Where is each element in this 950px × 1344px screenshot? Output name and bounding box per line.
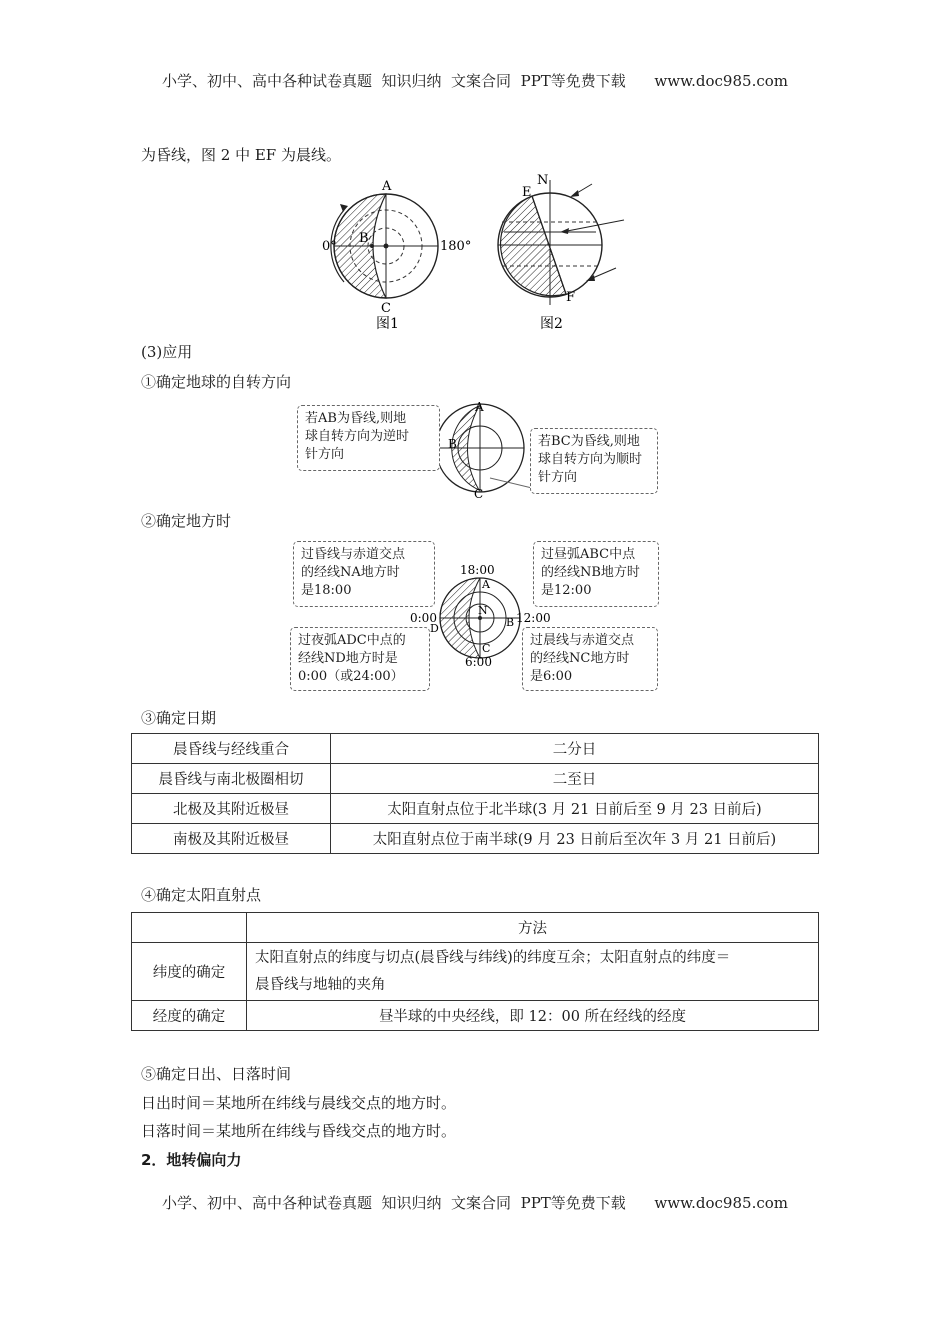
item3-title: ③确定日期 <box>141 709 217 727</box>
fig2-label-f: F <box>566 290 576 305</box>
page-footer: 小学、初中、高中各种试卷真题 知识归纳 文案合同 PPT等免费下载 www.doc985.com <box>161 1194 788 1212</box>
intro-line: 为昏线，图 2 中 EF 为晨线。 <box>141 146 341 164</box>
local-time-box-bl <box>290 627 430 691</box>
local-time-box-tr <box>533 541 659 607</box>
table-row: 方法 <box>132 913 819 943</box>
local-time-box-tl <box>293 541 435 607</box>
sunrise-line: 日出时间＝某地所在纬线与晨线交点的地方时。 <box>141 1094 457 1112</box>
table-row: 晨昏线与南北极圈相切 二至日 <box>132 764 819 794</box>
rot-label-c: C <box>474 487 484 501</box>
fig1-caption: 图1 <box>376 316 399 332</box>
table-row: 北极及其附近极昼 太阳直射点位于北半球(3 月 21 日前后至 9 月 23 日前后) <box>132 794 819 824</box>
box-line: 的经线NB地方时 <box>541 565 640 580</box>
figures-1-2 <box>310 170 640 335</box>
item5-title: ⑤确定日出、日落时间 <box>141 1065 292 1083</box>
box-line: 球自转方向为逆时 <box>305 429 410 444</box>
box-line: 是6:00 <box>530 669 573 684</box>
box-line: 过夜弧ADC中点的 <box>298 633 406 648</box>
rotation-box-right <box>530 428 658 494</box>
pole-dot <box>384 244 389 249</box>
time-6: 6:00 <box>465 655 492 669</box>
lt-label-d: D <box>430 622 439 635</box>
box-line: 0:00（或24:00） <box>298 669 404 684</box>
fig2-label-e: E <box>522 185 532 200</box>
box-line: 若BC为昏线,则地 <box>538 434 640 449</box>
date-table <box>131 733 819 854</box>
time-0: 0:00 <box>410 611 437 625</box>
item4-title: ④确定太阳直射点 <box>141 886 262 904</box>
box-line: 过昏线与赤道交点 <box>301 547 406 562</box>
fig2-caption: 图2 <box>540 316 563 332</box>
fig1-label-b: B <box>359 231 369 246</box>
time-18: 18:00 <box>460 563 495 577</box>
subsolar-table <box>131 912 819 1031</box>
local-time-box-br <box>522 627 658 691</box>
time-12: 12:00 <box>516 611 551 625</box>
figure-2 <box>498 173 624 332</box>
lt-label-c: C <box>482 642 491 655</box>
table-row: 经度的确定 昼半球的中央经线，即 12：00 所在经线的经度 <box>132 1001 819 1031</box>
section-apply: (3)应用 <box>141 343 193 361</box>
rot-label-a: A <box>475 400 484 414</box>
rot-label-b: B <box>448 437 457 451</box>
sunset-line: 日落时间＝某地所在纬线与昏线交点的地方时。 <box>141 1122 457 1140</box>
table-row: 晨昏线与经线重合 二分日 <box>132 734 819 764</box>
table-row: 纬度的确定 太阳直射点的纬度与切点(晨昏线与纬线)的纬度互余；太阳直射点的纬度＝ 晨昏线与地轴的夹角 <box>132 943 819 1001</box>
section2-title: 2．地转偏向力 <box>141 1151 242 1169</box>
box-line: 若AB为昏线,则地 <box>305 411 407 426</box>
lt-label-n: N <box>478 604 488 617</box>
item2-title: ②确定地方时 <box>141 512 232 530</box>
box-line: 经线ND地方时是 <box>298 651 398 666</box>
item1-title: ①确定地球的自转方向 <box>141 373 292 391</box>
box-line: 是12:00 <box>541 583 592 598</box>
box-line: 的经线NA地方时 <box>301 565 400 580</box>
fig1-label-180deg: 180° <box>440 239 472 254</box>
fig1-label-0deg: 0° <box>322 239 337 254</box>
box-line: 是18:00 <box>301 583 352 598</box>
box-line: 过晨线与赤道交点 <box>530 633 635 648</box>
box-line: 球自转方向为顺时 <box>538 452 643 467</box>
fig2-label-n: N <box>537 173 549 188</box>
lt-label-a: A <box>482 578 490 591</box>
fig1-label-a: A <box>382 179 392 194</box>
box-line: 过昼弧ABC中点 <box>541 547 636 562</box>
figure-1 <box>322 179 471 332</box>
table-row: 南极及其附近极昼 太阳直射点位于南半球(9 月 23 日前后至次年 3 月 21 日前后) <box>132 824 819 854</box>
fig1-label-c: C <box>381 301 391 316</box>
box-line: 针方向 <box>538 470 578 485</box>
page-header: 小学、初中、高中各种试卷真题 知识归纳 文案合同 PPT等免费下载 www.doc985.com <box>161 72 788 90</box>
rotation-box-left <box>297 405 440 471</box>
lt-label-b: B <box>506 616 515 629</box>
box-line: 的经线NC地方时 <box>530 651 630 666</box>
box-line: 针方向 <box>305 447 345 462</box>
